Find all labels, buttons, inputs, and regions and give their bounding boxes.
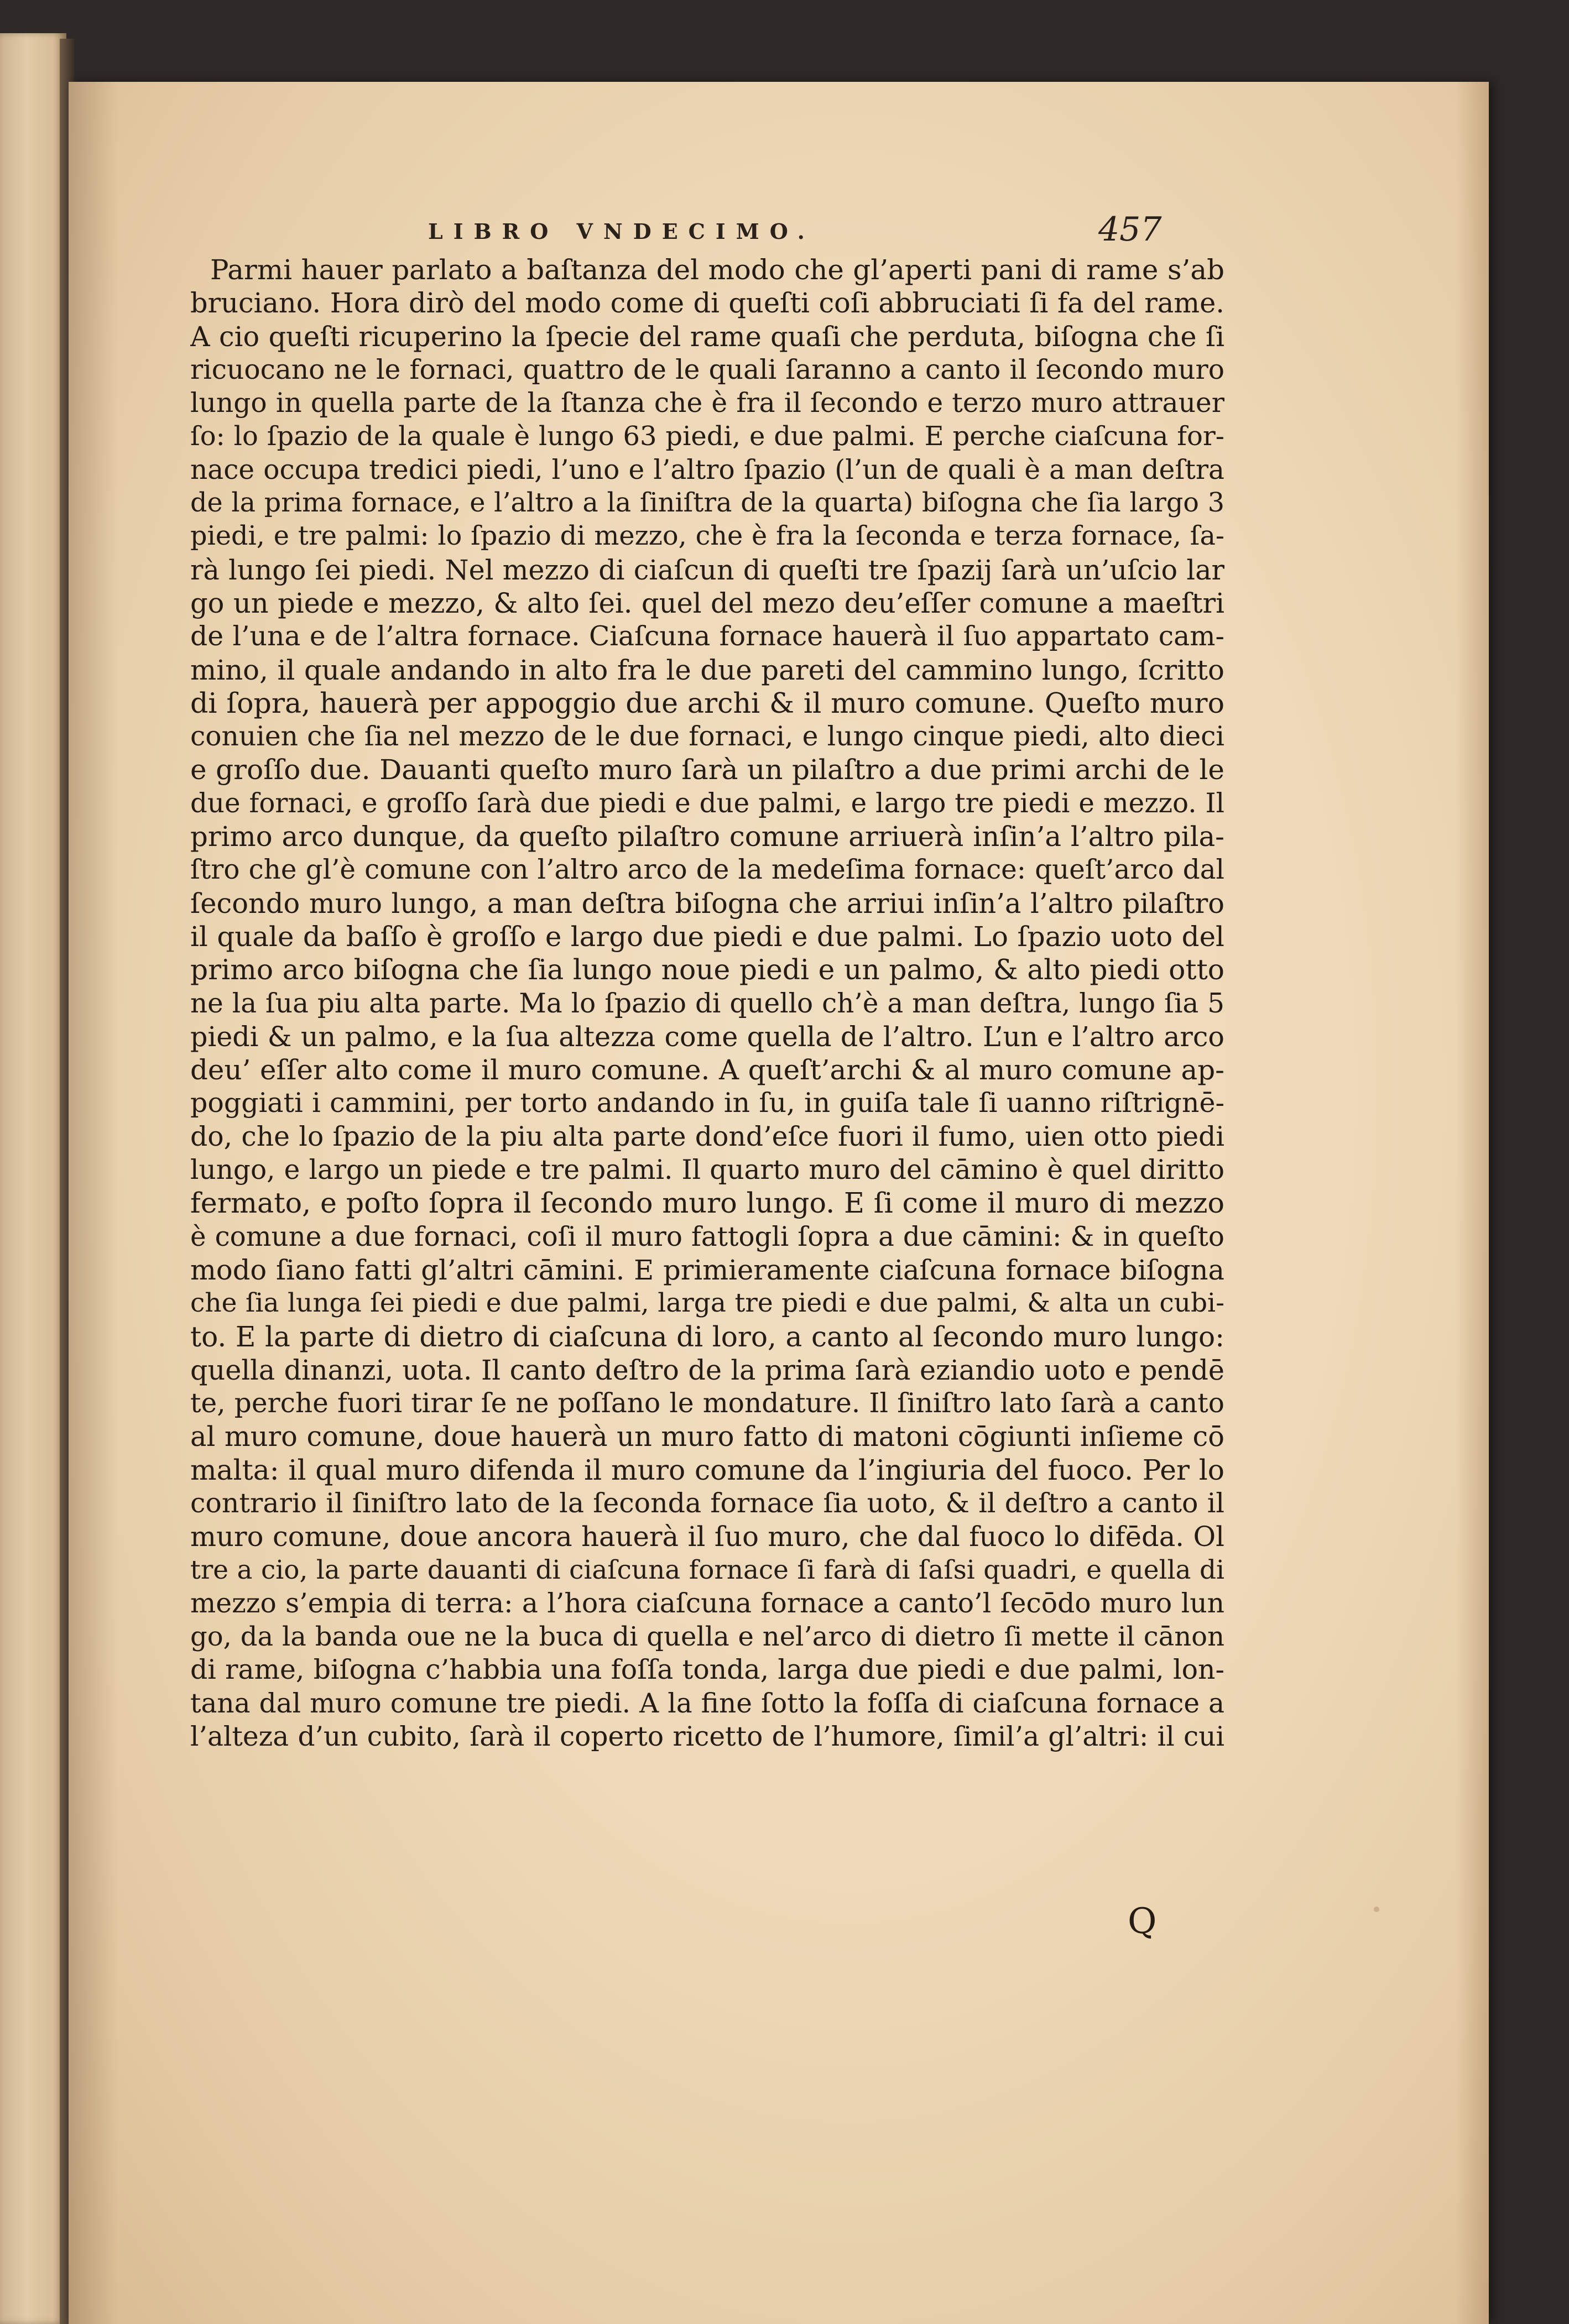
- text-line: di ſopra, hauerà per appoggio due archi & il muro comune. Queſto muro: [190, 686, 1224, 719]
- text-line: due fornaci, e groſſo ſarà due piedi e due palmi, e largo tre piedi e mezzo. Il: [190, 787, 1224, 819]
- text-line: al muro comune, doue hauerà un muro fatto di matoni cōgiunti inſieme cō: [190, 1420, 1224, 1453]
- text-line: mino, il quale andando in alto fra le due pareti del cammino lungo, ſcritto: [190, 654, 1224, 686]
- text-line: che ſia lunga ſei piedi e due palmi, larga tre piedi e due palmi, & alta un cubi-: [190, 1288, 1224, 1319]
- text-line: ne la ſua piu alta parte. Ma lo ſpazio di quello ch’è a man deſtra, lungo ſia 5: [190, 988, 1224, 1019]
- text-line: de la prima fornace, e l’altro a la ſiniſtra de la quarta) biſogna che ſia largo 3: [190, 488, 1224, 519]
- text-line: quella dinanzi, uota. Il canto deſtro de la prima ſarà eziandio uoto e pendē: [190, 1354, 1224, 1386]
- text-line: mezzo s’empia di terra: a l’hora ciaſcuna fornace a canto’l ſecōdo muro lun: [190, 1587, 1224, 1619]
- text-line: ricuocano ne le fornaci, quattro de le quali ſaranno a canto il ſecondo muro: [190, 354, 1224, 385]
- text-line: tre a cio, la parte dauanti di ciaſcuna fornace ſi farà di ſaſsi quadri, e quella di: [190, 1554, 1224, 1585]
- text-line: ſecondo muro lungo, a man deſtra biſogna che arriui inſin’a l’altro pilaſtro: [190, 887, 1224, 920]
- text-line: poggiati i cammini, per torto andando in ſu, in guiſa tale ſi uanno riſtrignē-: [190, 1087, 1224, 1119]
- catchword: Q: [1128, 1901, 1157, 1942]
- text-line: il quale da baſſo è groſſo e largo due piedi e due palmi. Lo ſpazio uoto del: [190, 920, 1224, 953]
- text-line: do, che lo ſpazio de la piu alta parte dond’eſce fuori il fumo, uien otto piedi: [190, 1120, 1224, 1152]
- text-line: rà lungo ſei piedi. Nel mezzo di ciaſcun di queſti tre ſpazij ſarà un’uſcio lar: [190, 553, 1224, 586]
- text-line: nace occupa tredici piedi, l’uno e l’altro ſpazio (l’un de quali è a man deſtra: [190, 454, 1224, 485]
- text-line: è comune a due fornaci, coſi il muro fattogli ſopra a due cāmini: & in queſto: [190, 1221, 1224, 1252]
- page-header: [69, 210, 1489, 254]
- text-line: A cio queſti ricuperino la ſpecie del rame quaſi che perduta, biſogna che ſi: [190, 320, 1224, 353]
- body-text: [190, 253, 1224, 1753]
- text-line: piedi, e tre palmi: lo ſpazio di mezzo, che è fra la ſeconda e terza fornace, ſa-: [190, 521, 1224, 552]
- text-line: te, perche fuori tirar ſe ne poſſano le mondature. Il ſiniſtro lato ſarà a canto: [190, 1388, 1224, 1419]
- recto-page: [69, 82, 1489, 2324]
- text-line: bruciano. Hora dirò del modo come di queſti coſi abbruciati ſi fa del rame.: [190, 287, 1224, 320]
- text-line: ſo: lo ſpazio de la quale è lungo 63 piedi, e due palmi. E perche ciaſcuna for-: [190, 421, 1224, 452]
- text-line: contrario il ſiniſtro lato de la ſeconda fornace ſia uoto, & il deſtro a canto il: [190, 1487, 1224, 1519]
- foxing-spot: [1374, 1907, 1379, 1912]
- text-line: piedi & un palmo, e la ſua altezza come quella de l’altro. L’un e l’altro arco: [190, 1020, 1224, 1053]
- text-line: tana dal muro comune tre piedi. A la fine ſotto la foſſa di ciaſcuna fornace a: [190, 1688, 1224, 1719]
- text-line: deu’ eſſer alto come il muro comune. A queſt’archi & al muro comune ap-: [190, 1054, 1224, 1087]
- text-line: ſtro che gl’è comune con l’altro arco de la medeſima fornace: queſt’arco dal: [190, 854, 1224, 886]
- text-line: lungo in quella parte de la ſtanza che è fra il ſecondo e terzo muro attrauer: [190, 388, 1224, 419]
- text-line: malta: il qual muro difenda il muro comune da l’ingiuria del fuoco. Per lo: [190, 1453, 1224, 1486]
- text-line: lungo, e largo un piede e tre palmi. Il quarto muro del cāmino è quel diritto: [190, 1155, 1224, 1186]
- text-line: de l’una e de l’altra fornace. Ciaſcuna fornace hauerà il ſuo appartato cam-: [190, 620, 1224, 652]
- text-line: fermato, e poſto ſopra il ſecondo muro lungo. E ſi come il muro di mezzo: [190, 1187, 1224, 1220]
- text-line: muro comune, doue ancora hauerà il ſuo muro, che dal fuoco lo difēda. Ol: [190, 1521, 1224, 1553]
- text-line: e groſſo due. Dauanti queſto muro ſarà un pilaſtro a due primi archi de le: [190, 754, 1224, 786]
- text-line: conuien che ſia nel mezzo de le due fornaci, e lungo cinque piedi, alto dieci: [190, 721, 1224, 753]
- text-line: di rame, biſogna c’habbia una foſſa tonda, larga due piedi e due palmi, lon-: [190, 1654, 1224, 1686]
- text-line: l’alteza d’un cubito, ſarà il coperto ricetto de l’humore, ſimil’a gl’altri: il cui: [190, 1721, 1224, 1753]
- page-number: 457: [1098, 210, 1162, 249]
- running-head: LIBRO VNDECIMO.: [428, 219, 815, 244]
- text-line: primo arco dunque, da queſto pilaſtro comune arriuerà inſin’a l’altro pila-: [190, 821, 1224, 853]
- foxing-spot: [1164, 734, 1167, 738]
- text-line: go un piede e mezzo, & alto ſei. quel del mezo deu’eſſer comune a maeſtri: [190, 587, 1224, 619]
- text-line: modo ſiano fatti gl’altri cāmini. E primieramente ciaſcuna fornace biſogna: [190, 1254, 1224, 1286]
- text-line: to. E la parte di dietro di ciaſcuna di loro, a canto al ſecondo muro lungo:: [190, 1320, 1224, 1353]
- text-line: primo arco biſogna che ſia lungo noue piedi e un palmo, & alto piedi otto: [190, 953, 1224, 986]
- verso-page-edge: [0, 33, 66, 2324]
- text-line: Parmi hauer parlato a baſtanza del modo che gl’aperti pani di rame s’ab: [210, 254, 1224, 286]
- text-line: go, da la banda oue ne la buca di quella e nel’arco di dietro ſi mette il cānon: [190, 1621, 1224, 1653]
